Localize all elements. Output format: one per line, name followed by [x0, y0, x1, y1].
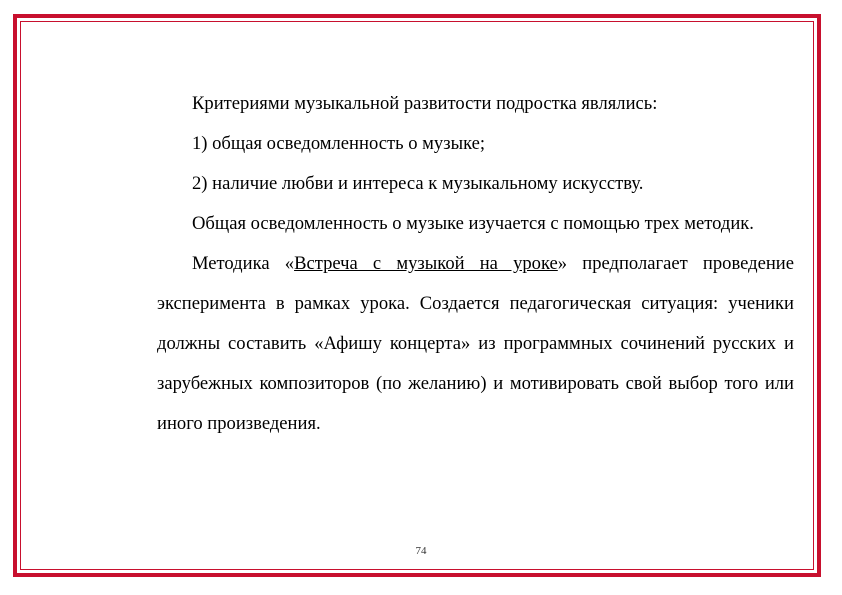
method-text-after: » предполагает проведение эксперимента в рамках урока. Создается педагогическая ситуация: ученики должны составить «Афишу концерта» из программных сочинений русских и зарубежных композиторов (по желанию) и мотивировать свой выбор того или иного произведения.	[157, 253, 795, 434]
paragraph-criterion-1: 1) общая осведомленность о музыке;	[192, 133, 486, 154]
method-text-before: Методика «	[192, 253, 295, 274]
method-title-link[interactable]: Встреча с музыкой на уроке	[294, 253, 558, 274]
page-number: 74	[415, 545, 427, 557]
paragraph-method-description	[157, 244, 794, 444]
paragraph-criteria-intro: Критериями музыкальной развитости подростка являлись:	[192, 93, 658, 114]
paragraph-methods: Общая осведомленность о музыке изучается с помощью трех методик.	[192, 213, 754, 234]
paragraph-criterion-2: 2) наличие любви и интереса к музыкальному искусству.	[192, 173, 644, 194]
document-body	[157, 84, 794, 444]
